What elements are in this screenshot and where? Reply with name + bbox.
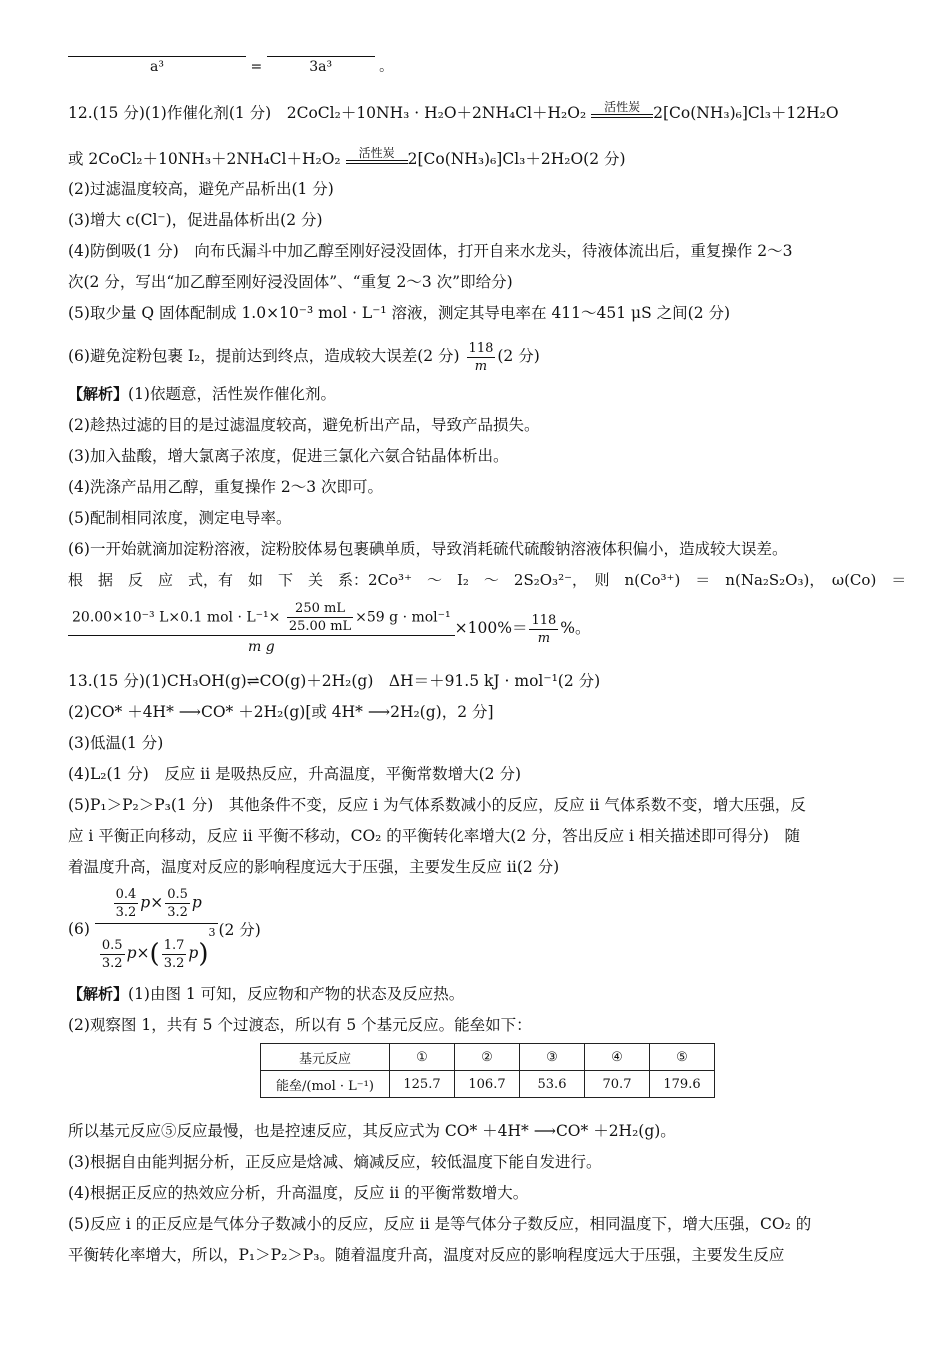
q13-line-6: 应 ⅰ 平衡正向移动，反应 ⅱ 平衡不移动，CO₂ 的平衡转化率增大(2 分，答出反应 ⅰ 相关描述即可得分) 随	[68, 827, 800, 845]
table-header-cell: ④	[585, 1044, 650, 1071]
kp-n2-num: 0.5	[167, 887, 188, 902]
table-header-cell: ③	[520, 1044, 585, 1071]
top-fraction	[68, 56, 393, 76]
analysis-tag: 【解析】	[68, 385, 129, 403]
q13-kp-expression: (6) $\frac{0.4}{3.2}$ p× $\frac{0.5}{3.2}$ p $\frac{0.5}{3.2}$ p×( $\frac{1.7}{3.2}$ p)$^3$ (2 分)	[68, 887, 261, 971]
a13-line-4: (3)根据自由能判据分析，正反应是焓减、熵减反应，较低温度下能自发进行。	[68, 1153, 602, 1171]
table-cell: 125.7	[390, 1071, 455, 1098]
table-header-cell: ②	[455, 1044, 520, 1071]
kp-d1-num: 0.5	[101, 937, 123, 953]
formula-result-num: 118	[531, 612, 557, 628]
kp-prefix: (6)	[68, 919, 90, 938]
table-row	[261, 1044, 715, 1071]
top-fraction-left-den: a³	[68, 56, 246, 75]
analysis-tag-13: 【解析】	[68, 985, 129, 1003]
a13-text-1: (1)由图 1 可知，反应物和产物的状态及反应热。	[128, 985, 465, 1003]
q12-line-8	[68, 336, 540, 376]
table-cell: 70.7	[585, 1071, 650, 1098]
a12-text-1: (1)依题意，活性炭作催化剂。	[128, 385, 336, 403]
formula-end: %。	[560, 619, 591, 637]
q12-line-7: (5)取少量 Q 固体配制成 1.0×10⁻³ mol · L⁻¹ 溶液，测定其导电率在 411～451 μS 之间(2 分)	[68, 304, 731, 322]
formula-den: m g	[247, 639, 275, 655]
a13-line-2: (2)观察图 1，共有 5 个过渡态，所以有 5 个基元反应。能垒如下：	[68, 1016, 532, 1034]
kp-cube: 3	[208, 926, 216, 939]
q12-part6-score: (2 分)	[497, 347, 540, 365]
q12-line-1	[68, 100, 839, 124]
catalyst-label-2: 活性炭	[358, 146, 395, 160]
q13-line-2: (2)CO* ＋4H* ⟶CO* ＋2H₂(g)[或 4H* ⟶2H₂(g)，2 分]	[68, 703, 494, 721]
a12-line-4: (4)洗涤产品用乙醇，重复操作 2～3 次即可。	[68, 478, 384, 496]
q12-line-4: (3)增大 c(Cl⁻)，促进晶体析出(2 分)	[68, 211, 323, 229]
kp-n2-den: 3.2	[167, 905, 188, 920]
energy-barrier-table	[260, 1043, 715, 1098]
q12-eq1-products: 2[Co(NH₃)₆]Cl₃＋12H₂O	[653, 104, 839, 122]
q12-part6-text: (6)避免淀粉包裹 I₂，提前达到终点，造成较大误差(2 分)	[68, 347, 460, 365]
a13-line-3: 所以基元反应⑤反应最慢，也是控速反应，其反应式为 CO* ＋4H* ⟶CO* ＋2H₂(g)。	[68, 1122, 676, 1140]
q13-line-5: (5)P₁＞P₂＞P₃(1 分) 其他条件不变，反应 ⅰ 为气体系数减小的反应，反应 ⅱ 气体系数不变，增大压强，反	[68, 796, 806, 814]
kp-den-frac-2	[162, 937, 187, 972]
kp-num-frac-2	[165, 886, 190, 921]
kp-p-3: p	[126, 944, 137, 962]
kp-times-1: ×	[150, 893, 164, 912]
table-header-label: 基元反应	[261, 1044, 390, 1071]
table-row-label: 能垒/(mol · L⁻¹)	[261, 1071, 390, 1098]
q12-eq2-products: 2[Co(NH₃)₆]Cl₃＋2H₂O(2 分)	[407, 150, 626, 168]
kp-n1-num: 0.4	[115, 887, 137, 902]
a12-line-3: (3)加入盐酸，增大氯离子浓度，促进三氯化六氨合钴晶体析出。	[68, 447, 509, 465]
q12-line-6: 次(2 分，写出“加乙醇至刚好浸没固体”、“重复 2～3 次”即给分)	[68, 273, 513, 291]
q12-line-3: (2)过滤温度较高，避免产品析出(1 分)	[68, 180, 334, 198]
formula-num-part-a: 20.00×10⁻³ L×0.1 mol · L⁻¹×	[72, 609, 281, 626]
a13-line-1	[68, 983, 464, 1005]
kp-p-2: p	[191, 893, 202, 912]
q12-result-num: 118	[468, 340, 494, 356]
a13-line-6: (5)反应 ⅰ 的正反应是气体分子数减小的反应，反应 ⅱ 是等气体分子数反应，相同温度下，增大压强，CO₂ 的	[68, 1215, 812, 1233]
kp-times-2: ×	[136, 944, 150, 962]
volume-ratio-den: 25.00 mL	[288, 619, 352, 634]
formula-result-den: m	[537, 630, 551, 646]
a12-line-7: 根 据 反 应 式，有 如 下 关 系：2Co³⁺ ～ I₂ ～ 2S₂O₃²⁻， 则 n(Co³⁺) ＝ n(Na₂S₂O₃)， ω(Co) ＝	[68, 571, 907, 589]
a12-mass-fraction-formula	[68, 600, 591, 658]
formula-num-part-b: ×59 g · mol⁻¹	[355, 609, 451, 626]
table-row	[261, 1071, 715, 1098]
kp-p-4: p	[188, 944, 199, 962]
q12-eq1-reactants: 12.(15 分)(1)作催化剂(1 分) 2CoCl₂＋10NH₃ · H₂O＋2NH₄Cl＋H₂O₂	[68, 104, 587, 122]
q12-result-fraction	[467, 340, 496, 375]
q13-line-1: 13.(15 分)(1)CH₃OH(g)⇌CO(g)＋2H₂(g) ΔH＝＋91.5 kJ · mol⁻¹(2 分)	[68, 672, 601, 690]
table-header-cell: ⑤	[650, 1044, 715, 1071]
q12-line-2	[68, 146, 626, 170]
kp-d1-den: 3.2	[101, 955, 123, 971]
top-fraction-end: 。	[379, 59, 394, 75]
table-cell: 179.6	[650, 1071, 715, 1098]
a12-line-2: (2)趁热过滤的目的是过滤温度较高，避免析出产品，导致产品损失。	[68, 416, 540, 434]
kp-d2-den: 3.2	[163, 955, 185, 971]
kp-score: (2 分)	[218, 920, 261, 939]
kp-n1-den: 3.2	[115, 905, 137, 920]
q13-line-4: (4)L₂(1 分) 反应 ⅱ 是吸热反应，升高温度，平衡常数增大(2 分)	[68, 765, 521, 783]
kp-den-frac-1	[100, 937, 125, 972]
q12-line-5: (4)防倒吸(1 分) 向布氏漏斗中加乙醇至刚好浸没固体，打开自来水龙头，待液体流出后，重复操作 2～3	[68, 242, 793, 260]
table-cell: 53.6	[520, 1071, 585, 1098]
formula-result-fraction	[529, 612, 558, 647]
a12-line-5: (5)配制相同浓度，测定电导率。	[68, 509, 292, 527]
a13-line-7: 平衡转化率增大，所以，P₁＞P₂＞P₃。随着温度升高，温度对反应的影响程度远大于压强，主要发生反应	[68, 1246, 785, 1264]
q13-line-3: (3)低温(1 分)	[68, 734, 164, 752]
q13-line-7: 着温度升高，温度对反应的影响程度远大于压强，主要发生反应 ⅱ(2 分)	[68, 858, 560, 876]
catalyst-label: 活性炭	[604, 100, 641, 114]
volume-ratio-fraction	[287, 600, 353, 635]
q12-result-den: m	[474, 358, 488, 374]
kp-num-frac-1	[114, 886, 139, 921]
table-header-cell: ①	[390, 1044, 455, 1071]
table-cell: 106.7	[455, 1071, 520, 1098]
a12-line-1	[68, 383, 336, 405]
reaction-condition-arrow	[591, 100, 653, 124]
reaction-condition-arrow-2	[346, 146, 408, 170]
formula-tail: ×100%＝	[454, 619, 528, 637]
a12-line-6: (6)一开始就滴加淀粉溶液，淀粉胶体易包裹碘单质，导致消耗硫代硫酸钠溶液体积偏小，造成较大误差。	[68, 540, 788, 558]
q12-eq2-reactants: 或 2CoCl₂＋10NH₃＋2NH₄Cl＋H₂O₂	[68, 150, 341, 168]
top-fraction-eq: =	[250, 59, 263, 75]
volume-ratio-num: 250 mL	[287, 600, 353, 618]
kp-d2-num: 1.7	[163, 937, 185, 953]
top-fraction-right-den: 3a³	[267, 56, 375, 75]
kp-p-1: p	[140, 893, 151, 912]
a13-line-5: (4)根据正反应的热效应分析，升高温度，反应 ⅱ 的平衡常数增大。	[68, 1184, 529, 1202]
